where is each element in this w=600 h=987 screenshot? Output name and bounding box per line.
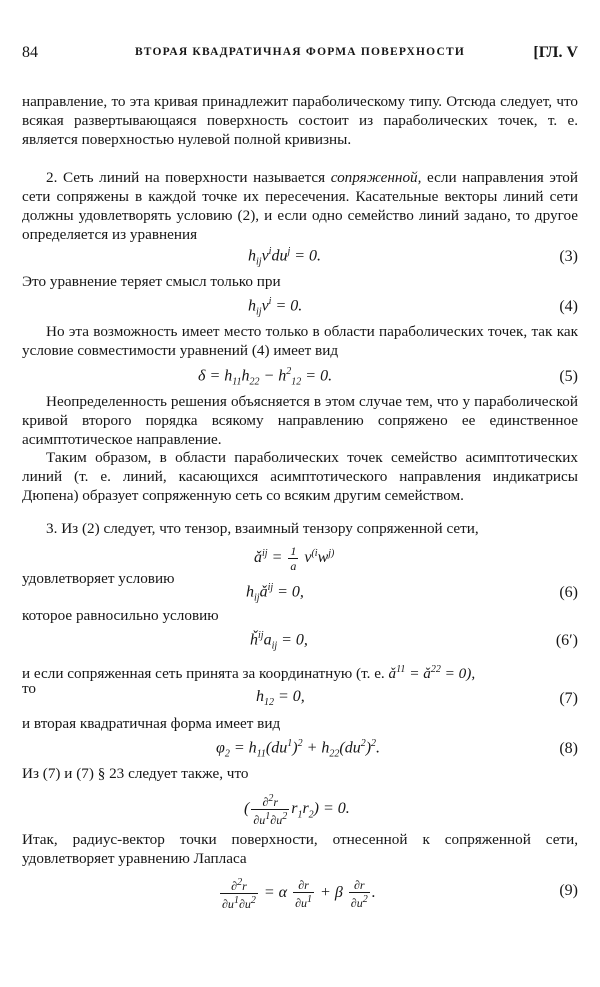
equation-3-number: (3) bbox=[559, 248, 578, 265]
paragraph-11: и вторая квадратичная форма имеет вид bbox=[22, 715, 281, 732]
equation-8-formula: $\varphi_2 = h_{11}(du^1)^2 + h_{22}(du^2)^2$. bbox=[216, 738, 381, 760]
inline-equation: $ǎ^{11}$ = $ǎ^{22} = 0$), bbox=[388, 664, 476, 683]
page-number: 84 bbox=[22, 44, 38, 61]
equation-4-formula: $h_{ij}v^i = 0$. bbox=[248, 296, 303, 318]
equation-4-number: (4) bbox=[559, 298, 578, 315]
equation-mixed bbox=[22, 788, 578, 827]
paragraph-5: Неопределенность решения объясняется в этом случае тем, что у параболической кривой второго порядка всякому направлению сопряжено ее единственное асимптотическое направление. bbox=[22, 393, 578, 448]
paragraph-13: Итак, радиус-вектор точки поверхности, отнесенной к сопряженной сети, удовлетворяет уравнению Лапласа bbox=[22, 831, 578, 867]
paragraph-12: Из (7) и (7) § 23 следует также, что bbox=[22, 765, 249, 782]
equation-dual-tensor-formula: $ǎ^{ij}$ = $\frac{1}{a}$ $v^{(i}w^{j)}$ bbox=[254, 544, 335, 573]
equation-6-number: (6) bbox=[559, 584, 578, 601]
equation-5-number: (5) bbox=[559, 368, 578, 385]
paragraph-10 bbox=[22, 660, 578, 683]
equation-6-label: удовлетворяет условию bbox=[22, 570, 175, 587]
equation-5-formula: $\delta = h_{11}h_{22} - h^2_{12} = 0$. bbox=[198, 366, 333, 388]
paragraph-1: направление, то эта кривая принадлежит параболическому типу. Отсюда следует, что всякая развертывающаяся поверхность состоит из параболических точек, т. е. является поверхностью нулевой полной кривизны. bbox=[22, 93, 578, 148]
running-title: ВТОРАЯ КВАДРАТИЧНАЯ ФОРМА ПОВЕРХНОСТИ bbox=[135, 46, 465, 58]
equation-6-formula: $h_{ij}ǎ^{ij} = 0$, bbox=[246, 582, 304, 604]
paragraph-2-end: если направления этой сети сопряжены в каждой точке их пересечения. Касательные векторы линий сети должны удовлетворять условию (2), и если одно семейство линий задано, то другое определяется из уравнения bbox=[22, 169, 579, 243]
equation-7-number: (7) bbox=[559, 690, 578, 707]
paragraph-4: Но эта возможность имеет место только в области параболических точек, так как условие совместимости уравнений (4) имеет вид bbox=[22, 323, 578, 359]
equation-7-label: то bbox=[22, 680, 37, 697]
paragraph-9: которое равносильно условию bbox=[22, 607, 219, 624]
equation-dual-tensor bbox=[22, 540, 578, 574]
equation-8-number: (8) bbox=[559, 740, 578, 757]
equation-6-prime-number: (6′) bbox=[555, 632, 578, 649]
paragraph-2-start: 2. Сеть линий на поверхности называется bbox=[46, 169, 326, 186]
equation-9 bbox=[22, 872, 578, 912]
equation-6-prime bbox=[22, 630, 578, 660]
paragraph-7: 3. Из (2) следует, что тензор, взаимный тензору сопряженной сети, bbox=[46, 520, 479, 537]
paragraph-3: Это уравнение теряет смысл только при bbox=[22, 273, 281, 290]
equation-7-formula: $h_{12} = 0$, bbox=[256, 688, 305, 709]
equation-6-prime-formula: $ȟ^{ij}a_{ij} = 0$, bbox=[250, 630, 308, 652]
equation-mixed-formula: ( $\frac{\partial^2r}{\partial u^1\partial u^2}$ $r_1r_2) = 0$. bbox=[244, 793, 350, 827]
equation-3-formula: $h_{ij}v^idu^j = 0$. bbox=[248, 246, 322, 268]
equation-7 bbox=[22, 680, 578, 714]
term-conjugate: сопряженной, bbox=[330, 169, 422, 186]
paragraph-6: Таким образом, в области параболических точек семейство асимптотических линий (т. е. линий, касающихся асимптотического направления индикатрисы Дюпена) образует сопряженную сеть со всяким другим семейством. bbox=[22, 449, 578, 504]
chapter-label: [ГЛ. V bbox=[533, 44, 578, 61]
paragraph-2 bbox=[22, 168, 578, 244]
equation-9-number: (9) bbox=[559, 882, 578, 899]
paragraph-10-text: и если сопряженная сеть принята за координатную (т. е. bbox=[22, 665, 385, 683]
page-header bbox=[22, 44, 578, 68]
equation-9-formula: $\frac{\partial^2r}{\partial u^1\partial u^2}$ = α $\frac{\partial r}{\partial u^1}$ + β $\frac{\partial r}{\partial u^2}$ . bbox=[222, 877, 376, 911]
